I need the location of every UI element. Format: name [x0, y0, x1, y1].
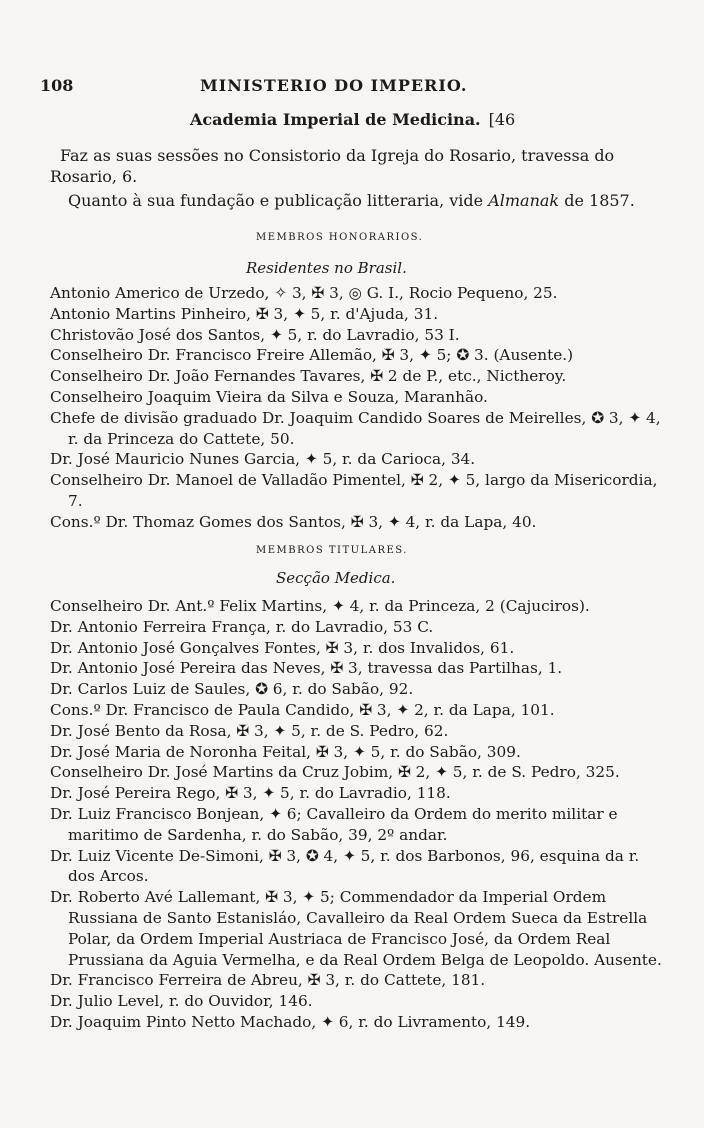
honorarios-heading: MEMBROS HONORARIOS.: [256, 232, 424, 243]
list-item: Chefe de divisão graduado Dr. Joaquim Candido Soares de Meirelles, ✪ 3, ✦ 4, r. da Princeza do Cattete, 50.: [50, 408, 661, 448]
list-item: Conselheiro Dr. João Fernandes Tavares, ✠ 2 de P., etc., Nictheroy.: [50, 367, 567, 386]
seccao-medica-heading: Secção Medica.: [276, 569, 396, 587]
list-item: Conselheiro Joaquim Vieira da Silva e Souza, Maranhão.: [50, 387, 488, 406]
list-item: Dr. Roberto Avé Lallemant, ✠ 3, ✦ 5; Commendador da Imperial Ordem Russiana de Santo Estanisláo, Cavalleiro da Real Ordem Sueca da Estrella Polar, da Ordem Imperial Austriaca de Francisco José, da Ordem Real Prussiana da Aguia Vermelha, e da Real Ordem Belga de Leopoldo. Ausente.: [50, 888, 662, 969]
section-number: [46: [488, 110, 516, 129]
list-item: Dr. Luiz Francisco Bonjean, ✦ 6; Cavalleiro da Ordem do merito militar e maritimo de Sardenha, r. do Sabão, 39, 2º andar.: [50, 804, 618, 844]
intro-paragraph: Faz as suas sessões no Consistorio da Igreja do Rosario, travessa do Rosario, 6.: [50, 146, 615, 186]
intro-reference-tail: de 1857.: [564, 191, 635, 210]
list-item: Conselheiro Dr. Manoel de Valladão Pimentel, ✠ 2, ✦ 5, largo da Misericordia, 7.: [50, 471, 658, 510]
section-title-text: Academia Imperial de Medicina.: [190, 110, 481, 129]
running-head: [40, 76, 660, 102]
list-item: Conselheiro Dr. Francisco Freire Allemão, ✠ 3, ✦ 5; ✪ 3. (Ausente.): [50, 346, 574, 365]
list-item: Dr. Antonio José Gonçalves Fontes, ✠ 3, r. dos Invalidos, 61.: [50, 638, 515, 657]
intro-reference: [68, 190, 688, 211]
list-item: Dr. Antonio Ferreira França, r. do Lavradio, 53 C.: [50, 617, 434, 636]
list-item: Dr. José Bento da Rosa, ✠ 3, ✦ 5, r. de S. Pedro, 62.: [50, 721, 449, 740]
list-item: Conselheiro Dr. José Martins da Cruz Jobim, ✠ 2, ✦ 5, r. de S. Pedro, 325.: [50, 763, 620, 782]
list-item: Dr. Luiz Vicente De-Simoni, ✠ 3, ✪ 4, ✦ 5, r. dos Barbonos, 96, esquina da r. dos Arcos.: [50, 846, 640, 886]
page-number: 108: [40, 76, 74, 95]
residentes-heading: Residentes no Brasil.: [246, 259, 407, 277]
list-item: Dr. Francisco Ferreira de Abreu, ✠ 3, r. do Cattete, 181.: [50, 971, 486, 990]
list-item: Dr. José Mauricio Nunes Garcia, ✦ 5, r. da Carioca, 34.: [50, 450, 476, 469]
list-item: Dr. Carlos Luiz de Saules, ✪ 6, r. do Sabão, 92.: [50, 680, 414, 699]
list-item: Conselheiro Dr. Ant.º Felix Martins, ✦ 4, r. da Princeza, 2 (Cajuciros).: [50, 597, 590, 615]
list-item: Cons.º Dr. Francisco de Paula Candido, ✠ 3, ✦ 2, r. da Lapa, 101.: [50, 700, 555, 719]
almanak-reference: Almanak: [488, 191, 560, 210]
titulares-heading: MEMBROS TITULARES.: [256, 545, 408, 556]
list-item: Dr. Joaquim Pinto Netto Machado, ✦ 6, r. do Livramento, 149.: [50, 1012, 531, 1031]
list-item: Dr. José Maria de Noronha Feital, ✠ 3, ✦ 5, r. do Sabão, 309.: [50, 742, 521, 761]
list-item: Cons.º Dr. Thomaz Gomes dos Santos, ✠ 3, ✦ 4, r. da Lapa, 40.: [50, 512, 537, 531]
list-item: Dr. Julio Level, r. do Ouvidor, 146.: [50, 992, 313, 1011]
list-item: Antonio Martins Pinheiro, ✠ 3, ✦ 5, r. d'Ajuda, 31.: [50, 304, 439, 323]
running-title: MINISTERIO DO IMPERIO.: [200, 76, 468, 95]
list-item: Dr. José Pereira Rego, ✠ 3, ✦ 5, r. do Lavradio, 118.: [50, 784, 451, 803]
titulares-list: [50, 596, 666, 1033]
list-item: Dr. Antonio José Pereira das Neves, ✠ 3, travessa das Partilhas, 1.: [50, 659, 563, 678]
list-item: Antonio Americo de Urzedo, ✧ 3, ✠ 3, ◎ G. I., Rocio Pequeno, 25.: [50, 284, 558, 302]
honorarios-list: [50, 283, 666, 533]
section-title: [190, 110, 515, 129]
list-item: Christovão José dos Santos, ✦ 5, r. do Lavradio, 53 I.: [50, 325, 460, 344]
intro-reference-text: Quanto à sua fundação e publicação litteraria, vide: [68, 191, 484, 210]
